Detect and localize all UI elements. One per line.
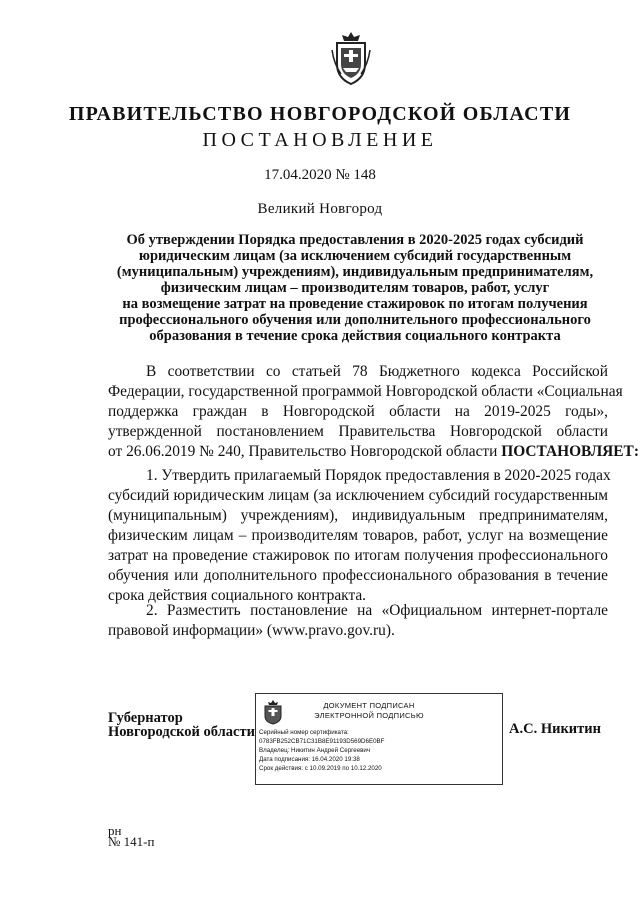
stamp-heading-line: ЭЛЕКТРОННОЙ ПОДПИСЬЮ: [314, 711, 424, 720]
paragraph-line: физическим лицам – производителям товаров, работ, услуг на возмещение: [108, 527, 608, 544]
stamp-heading: [294, 701, 444, 721]
resolves-keyword: ПОСТАНОВЛЯЕТ:: [501, 443, 639, 460]
document-date-number: 17.04.2020 № 148: [264, 167, 376, 183]
paragraph-line: срока действия социального контракта.: [108, 587, 367, 604]
title-line: Об утверждении Порядка предоставления в 2020-2025 годах субсидий: [126, 232, 584, 248]
paragraph-line: В соответствии со статьей 78 Бюджетного кодекса Российской: [146, 363, 608, 380]
position-line: Новгородской области: [108, 724, 255, 740]
stamp-serial-label: Серийный номер сертификата:: [259, 729, 349, 736]
document-footer: [108, 825, 154, 847]
document-city: Великий Новгород: [257, 201, 383, 217]
paragraph-line: субсидий юридическим лицам (за исключением субсидий государственным: [108, 487, 608, 504]
paragraph-line: правовой информации» (www.pravo.gov.ru).: [108, 622, 395, 639]
stamp-validity: Срок действия: с 10.09.2019 по 10.12.2020: [259, 765, 382, 772]
title-line: (муниципальным) учреждениям), индивидуальным предпринимателям,: [116, 264, 594, 280]
title-line: на возмещение затрат на проведение стажировок по итогам получения: [122, 296, 588, 312]
signatory-name: А.С. Никитин: [509, 721, 601, 737]
paragraph-line: [108, 442, 639, 462]
stamp-serial-value: 0783FB252CB71C31B8E91193D569D6E0BF: [259, 738, 385, 745]
item-1-paragraph: [108, 466, 611, 606]
paragraph-line: утвержденной постановлением Правительства Новгородской области: [108, 423, 608, 440]
paragraph-line: обучения или дополнительного профессионального образования в течение: [108, 567, 608, 584]
footer-number: № 141-п: [108, 834, 155, 849]
preamble-paragraph: [108, 362, 639, 462]
item-2-paragraph: [108, 601, 608, 641]
stamp-owner: Владелец: Никитин Андрей Сергеевич: [259, 747, 371, 754]
title-line: юридическим лицам (за исключением субсидий государственным: [138, 248, 572, 264]
paragraph-line: 2. Разместить постановление на «Официальном интернет-портале: [146, 602, 608, 619]
footer-initials: рн: [108, 823, 122, 838]
stamp-heading-line: ДОКУМЕНТ ПОДПИСАН: [323, 701, 415, 710]
government-name: ПРАВИТЕЛЬСТВО НОВГОРОДСКОЙ ОБЛАСТИ: [68, 103, 572, 125]
document-title: [100, 232, 610, 344]
title-line: профессионального обучения или дополнительного профессионального: [119, 312, 591, 328]
title-line: физическим лицам – производителям товаров, работ, услуг: [160, 280, 550, 296]
paragraph-line: Федерации, государственной программой Новгородской области «Социальная: [108, 383, 623, 400]
electronic-signature-stamp: [255, 693, 503, 785]
signatory-position: [108, 711, 255, 739]
stamp-signed-date: Дата подписания: 16.04.2020 19:38: [259, 756, 360, 763]
paragraph-line: затрат на проведение стажировок по итогам получения профессионального: [108, 547, 608, 564]
position-line: Губернатор: [108, 710, 183, 726]
coat-of-arms-icon: [262, 699, 284, 725]
novgorod-coat-of-arms-icon: [329, 30, 373, 86]
document-type: ПОСТАНОВЛЕНИЕ: [202, 129, 438, 151]
stamp-details: [259, 728, 384, 773]
paragraph-line: (муниципальным) учреждениям), индивидуальным предпринимателям,: [108, 507, 608, 524]
paragraph-line: 1. Утвердить прилагаемый Порядок предоставления в 2020-2025 годах: [146, 467, 611, 484]
title-line: образования в течение срока действия социального контракта: [149, 328, 561, 344]
paragraph-text: от 26.06.2019 № 240, Правительство Новгородской области: [108, 443, 502, 460]
paragraph-line: поддержка граждан в Новгородской области на 2019-2025 годы»,: [108, 403, 608, 420]
